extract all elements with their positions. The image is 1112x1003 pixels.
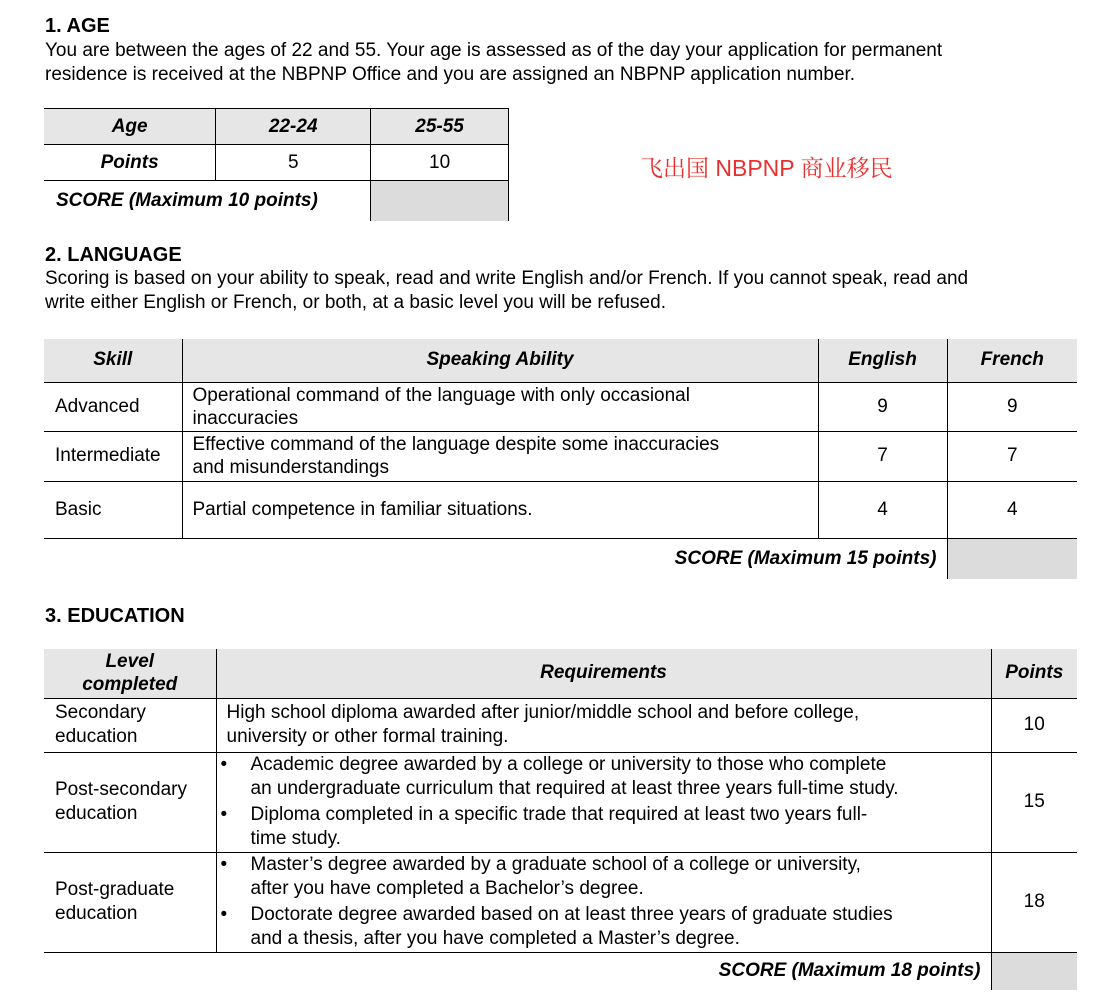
basic-french: 4	[947, 481, 1077, 538]
age-score-box	[371, 181, 509, 221]
post-graduate-requirements	[216, 852, 991, 952]
education-score-box	[991, 952, 1077, 990]
speaking-ability-header: Speaking Ability	[182, 339, 818, 382]
secondary-requirements	[216, 698, 991, 752]
desc-line: and misunderstandings	[192, 457, 389, 478]
language-score-box	[947, 538, 1077, 579]
age-col-22-24: 22-24	[216, 109, 371, 145]
intermediate-english: 7	[818, 431, 947, 481]
language-description-line1: Scoring is based on your ability to speak, read and write English and/or French. If you cannot speak, read and	[45, 268, 969, 289]
table-row	[44, 481, 1077, 538]
age-score-label: SCORE (Maximum 10 points)	[44, 181, 371, 221]
table-row	[44, 382, 1077, 431]
language-description-line2: write either English or French, or both, at a basic level you will be refused.	[45, 292, 666, 313]
education-table	[44, 649, 1077, 990]
bullet-line: time study.	[250, 828, 341, 849]
list-item	[217, 753, 991, 801]
basic-english: 4	[818, 481, 947, 538]
bullet-list	[217, 753, 991, 851]
list-item	[217, 803, 991, 851]
level-secondary	[44, 698, 216, 752]
age-description	[45, 39, 942, 87]
skill-advanced: Advanced	[44, 382, 182, 431]
french-header: French	[947, 339, 1077, 382]
points-22-24: 5	[216, 145, 371, 181]
table-row	[44, 431, 1077, 481]
post-secondary-requirements	[216, 752, 991, 852]
basic-description: Partial competence in familiar situations.	[182, 481, 818, 538]
header-line: Level	[105, 651, 155, 673]
points-row-label: Points	[44, 145, 216, 181]
level-line: education	[55, 903, 138, 924]
table-row	[44, 698, 1077, 752]
level-line: Post-secondary	[55, 779, 188, 800]
bullet-list	[217, 853, 991, 951]
skill-basic: Basic	[44, 481, 182, 538]
bullet-line: and a thesis, after you have completed a Master’s degree.	[250, 928, 740, 949]
intermediate-french: 7	[947, 431, 1077, 481]
language-score-label: SCORE (Maximum 15 points)	[44, 538, 947, 579]
desc-line: Effective command of the language despite some inaccuracies	[192, 434, 720, 455]
requirements-header: Requirements	[216, 649, 991, 698]
req-line: High school diploma awarded after junior/middle school and before college,	[226, 702, 860, 723]
level-line: education	[55, 803, 138, 824]
age-description-line1: You are between the ages of 22 and 55. Your age is assessed as of the day your application for permanent	[45, 40, 943, 61]
age-table	[44, 108, 509, 221]
points-25-55: 10	[371, 145, 509, 181]
education-score-label: SCORE (Maximum 18 points)	[44, 952, 991, 990]
post-graduate-points: 18	[991, 852, 1077, 952]
skill-intermediate: Intermediate	[44, 431, 182, 481]
table-row	[44, 852, 1077, 952]
level-completed-header	[44, 649, 216, 698]
req-line: university or other formal training.	[226, 726, 509, 747]
header-line: completed	[82, 674, 178, 696]
secondary-points: 10	[991, 698, 1077, 752]
list-item	[217, 853, 991, 901]
bullet-line: • Master’s degree awarded by a graduate school of a college or university,	[250, 854, 861, 875]
list-item	[217, 903, 991, 951]
level-line: education	[55, 726, 138, 747]
age-heading: 1. AGE	[45, 15, 110, 37]
advanced-english: 9	[818, 382, 947, 431]
advanced-french: 9	[947, 382, 1077, 431]
intermediate-description	[182, 431, 818, 481]
table-row	[44, 752, 1077, 852]
language-heading: 2. LANGUAGE	[45, 244, 182, 266]
post-secondary-points: 15	[991, 752, 1077, 852]
english-header: English	[818, 339, 947, 382]
level-post-secondary	[44, 752, 216, 852]
age-description-line2: residence is received at the NBPNP Office and you are assigned an NBPNP application number.	[45, 64, 856, 85]
skill-header: Skill	[44, 339, 182, 382]
language-table	[44, 339, 1077, 579]
advanced-description	[182, 382, 818, 431]
age-col-25-55: 25-55	[371, 109, 509, 145]
age-col-header: Age	[44, 109, 216, 145]
desc-line: inaccuracies	[192, 407, 299, 429]
language-description	[45, 267, 968, 315]
desc-line: Operational command of the language with only occasional	[192, 384, 690, 406]
bullet-line: • Academic degree awarded by a college or university to those who complete	[250, 754, 887, 775]
bullet-line: • Doctorate degree awarded based on at least three years of graduate studies	[250, 904, 893, 925]
bullet-line: • Diploma completed in a specific trade that required at least two years full-	[250, 804, 868, 825]
level-line: Secondary	[55, 702, 146, 723]
bullet-line: an undergraduate curriculum that required at least three years full-time study.	[250, 778, 899, 799]
level-line: Post-graduate	[55, 879, 175, 900]
points-header: Points	[991, 649, 1077, 698]
bullet-line: after you have completed a Bachelor’s degree.	[250, 878, 644, 899]
watermark-text: 飞出国 NBPNP 商业移民	[640, 155, 893, 181]
education-heading: 3. EDUCATION	[45, 605, 185, 627]
level-post-graduate	[44, 852, 216, 952]
